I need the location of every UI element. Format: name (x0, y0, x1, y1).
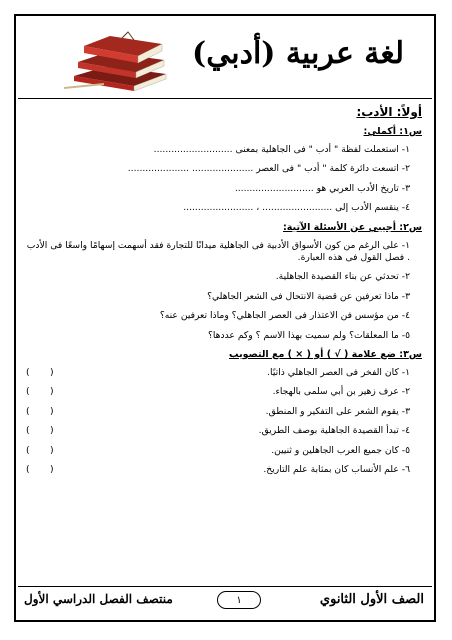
answer-parentheses: ( ) (26, 444, 54, 456)
question-2-item: ١- على الرغم من كون الأسواق الأدبية فى الجاهلية ميدانًا للتجارة فقد أسهمت إسهامًا واسعًا فى الأدب . فصل القول فى هذه العبارة. (26, 239, 410, 263)
question-1-item: ١- استعملت لفظة " أدب " فى الجاهلية بمعنى ........................... (153, 144, 410, 155)
true-false-row (26, 406, 410, 418)
footer-divider (18, 586, 432, 587)
question-2-item: ٢- تحدثي عن بناء القصيدة الجاهلية. (275, 271, 410, 283)
true-false-statement: ٣- يقوم الشعر على التفكير و المنطق. (265, 405, 410, 417)
question-3-heading: س٣: ضع علامة ( √ ) أو ( × ) مع التصويب (229, 349, 422, 361)
answer-parentheses: ( ) (26, 425, 54, 437)
question-1-item: ٤- ينقسم الأدب إلى ........................ ، ........................ (183, 202, 410, 214)
books-stack-icon (64, 28, 174, 92)
true-false-row (26, 445, 410, 457)
true-false-statement: ١- كان الفخر فى العصر الجاهلي ذاتيًا. (267, 366, 410, 378)
true-false-statement: ٦- علم الأنساب كان بمثابة علم التاريخ. (263, 463, 410, 475)
question-2-item: ٤- من مؤسس فن الاعتذار فى العصر الجاهلي؟ وماذا تعرفين عنه؟ (159, 310, 410, 322)
question-1-item: ٣- تاريخ الأدب العربي هو ........................... (234, 182, 410, 194)
page-number: ١ (217, 591, 261, 609)
true-false-statement: ٤- تبدأ القصيدة الجاهلية بوصف الطريق. (258, 425, 410, 437)
question-2-item: ٥- ما المعلقات؟ ولم سميت بهذا الاسم ؟ وكم عددها؟ (207, 329, 410, 341)
true-false-statement: ٢- عرف زهير بن أبي سلمى بالهجاء. (272, 386, 410, 398)
header (18, 24, 432, 96)
question-1-item: ٢- اتسعت دائرة كلمة " أدب " فى العصر ..................... ..................... (127, 163, 410, 175)
answer-parentheses: ( ) (26, 463, 54, 475)
page-title: لغة عربية (أدبي) (192, 36, 404, 71)
true-false-row (26, 425, 410, 437)
question-2-item: ٣- ماذا تعرفين عن قضية الانتحال فى الشعر الجاهلي؟ (207, 290, 410, 302)
true-false-row (26, 386, 410, 398)
true-false-row (26, 464, 410, 476)
true-false-statement: ٥- كان جميع العرب الجاهلين و ثنيين. (271, 444, 410, 456)
section-title: أولاً: الأدب: (356, 105, 422, 119)
true-false-row (26, 367, 410, 379)
footer (18, 590, 432, 616)
header-divider (18, 98, 432, 99)
question-1-heading: س١: أكملي: (363, 126, 422, 138)
footer-grade: الصف الأول الثانوي (319, 592, 424, 607)
question-2-heading: س٢: أجيبي عن الأسئلة الآتية: (283, 221, 422, 233)
answer-parentheses: ( ) (26, 405, 54, 417)
answer-parentheses: ( ) (26, 366, 54, 378)
worksheet-content (26, 104, 422, 483)
answer-parentheses: ( ) (26, 386, 54, 398)
footer-term: منتصف الفصل الدراسي الأول (24, 592, 173, 606)
